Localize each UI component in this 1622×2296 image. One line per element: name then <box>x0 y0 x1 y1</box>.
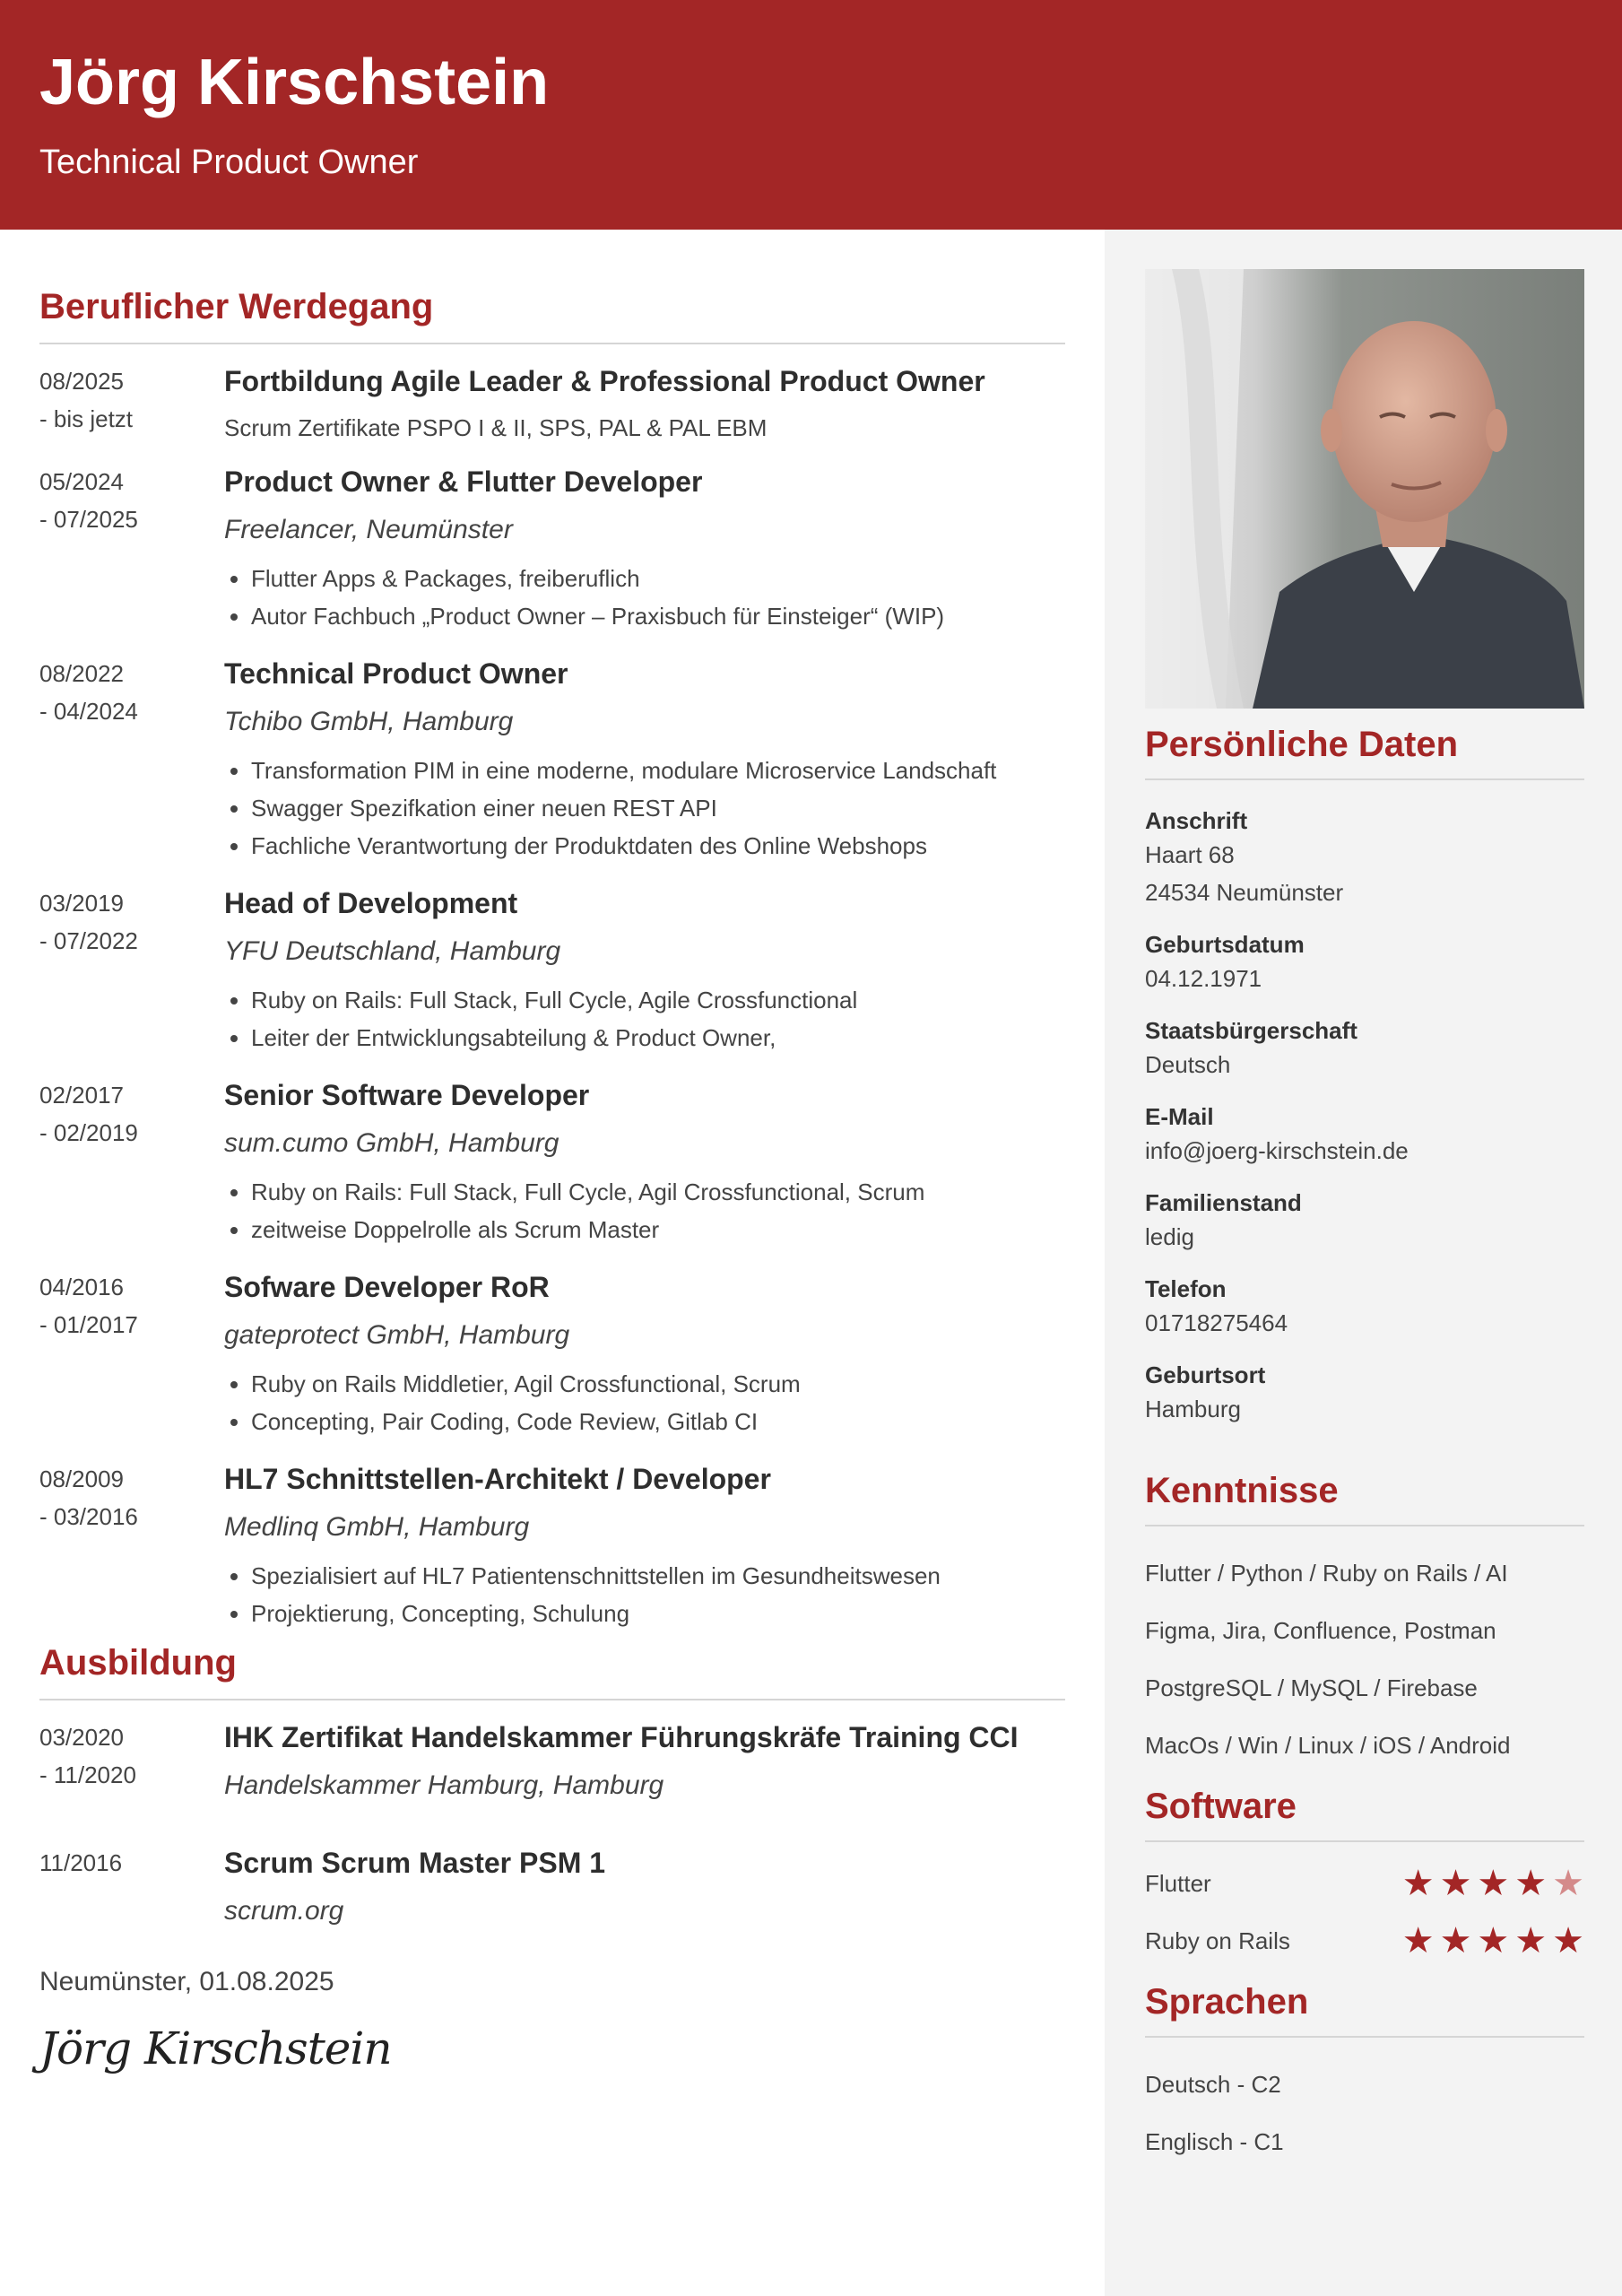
entry-date: 04/2016 - 01/2017 <box>39 1274 138 1338</box>
software-item <box>1145 1912 1584 1970</box>
software-name: Flutter <box>1145 1869 1211 1897</box>
main-column <box>39 230 1065 2075</box>
experience-entry <box>39 655 1065 865</box>
experience-entry <box>39 1268 1065 1440</box>
address-item <box>1145 805 1584 911</box>
entry-date: 08/2022 - 04/2024 <box>39 660 138 725</box>
entry-date: 08/2009 - 03/2016 <box>39 1465 138 1530</box>
entry-bullets <box>224 1173 1065 1248</box>
entry-date: 03/2020 - 11/2020 <box>39 1724 136 1788</box>
experience-entry <box>39 884 1065 1057</box>
entry-date: 02/2017 - 02/2019 <box>39 1082 138 1146</box>
portrait-image <box>1145 269 1584 709</box>
sidebar <box>1105 230 1622 2296</box>
star-icon: ★ <box>1439 1864 1472 1903</box>
bullet-item: • Ruby on Rails: Full Stack, Full Cycle, Agile Crossfunctional <box>251 981 1065 1019</box>
language-item: Englisch - C1 <box>1145 2128 1284 2155</box>
marital-label: Familienstand <box>1145 1189 1302 1216</box>
languages-heading: Sprachen <box>1145 1984 1584 2038</box>
entry-bullets <box>224 752 1065 865</box>
bullet-item: • zeitweise Doppelrolle als Scrum Master <box>251 1211 1065 1248</box>
education-heading: Ausbildung <box>39 1645 1065 1700</box>
software-name: Ruby on Rails <box>1145 1926 1290 1954</box>
birthdate-label: Geburtsdatum <box>1145 931 1305 958</box>
bullet-item: • Flutter Apps & Packages, freiberuflich <box>251 560 1065 597</box>
entry-company: YFU Deutschland, Hamburg <box>224 936 561 966</box>
experience-entry <box>39 463 1065 635</box>
software-rating <box>1402 1866 1584 1901</box>
bullet-item: • Leiter der Entwicklungsabteilung & Product Owner, <box>251 1019 1065 1057</box>
star-icon: ★ <box>1477 1921 1510 1961</box>
marital-item <box>1145 1187 1584 1256</box>
education-entry <box>39 1844 1065 1928</box>
software-heading: Software <box>1145 1788 1584 1842</box>
education-section <box>39 1645 1065 1928</box>
entry-company: Medlinq GmbH, Hamburg <box>224 1512 530 1542</box>
star-icon: ★ <box>1552 1864 1584 1903</box>
star-icon: ★ <box>1514 1921 1548 1961</box>
software-rating <box>1402 1923 1584 1959</box>
education-entry <box>39 1718 1065 1803</box>
entry-institution: Handelskammer Hamburg, Hamburg <box>224 1770 664 1800</box>
place-date: Neumünster, 01.08.2025 <box>39 1967 334 1996</box>
email-item <box>1145 1101 1584 1170</box>
bullet-item: • Spezialisiert auf HL7 Patientenschnittstellen im Gesundheitswesen <box>251 1557 1065 1595</box>
entry-company: Freelancer, Neumünster <box>224 515 513 544</box>
phone-label: Telefon <box>1145 1275 1227 1302</box>
entry-title: Head of Development <box>224 887 518 919</box>
address-street: Haart 68 <box>1145 841 1235 868</box>
entry-title: Product Owner & Flutter Developer <box>224 465 703 498</box>
skills-heading: Kenntnisse <box>1145 1473 1584 1526</box>
entry-title: HL7 Schnittstellen-Architekt / Developer <box>224 1463 771 1495</box>
language-item: Deutsch - C2 <box>1145 2071 1281 2098</box>
email-label: E-Mail <box>1145 1103 1214 1130</box>
signature: Jörg Kirschstein <box>39 2022 392 2074</box>
bullet-item: • Ruby on Rails: Full Stack, Full Cycle, Agil Crossfunctional, Scrum <box>251 1173 1065 1211</box>
entry-title: Scrum Scrum Master PSM 1 <box>224 1847 606 1879</box>
entry-bullets <box>224 981 1065 1057</box>
entry-bullets <box>224 1557 1065 1632</box>
entry-bullets <box>224 1365 1065 1440</box>
software-section <box>1145 1788 1584 1970</box>
star-icon: ★ <box>1401 1921 1435 1961</box>
star-icon: ★ <box>1401 1864 1435 1903</box>
citizenship-item <box>1145 1015 1584 1083</box>
languages-section <box>1145 1984 1584 2170</box>
bullet-item: • Transformation PIM in eine moderne, modulare Microservice Landschaft <box>251 752 1065 789</box>
phone-item <box>1145 1274 1584 1342</box>
entry-date: 05/2024 - 07/2025 <box>39 468 138 533</box>
candidate-name: Jörg Kirschstein <box>39 47 550 118</box>
skill-item: MacOs / Win / Linux / iOS / Android <box>1145 1732 1511 1759</box>
birthplace-label: Geburtsort <box>1145 1361 1266 1388</box>
bullet-item: • Swagger Spezifkation einer neuen REST API <box>251 789 1065 827</box>
entry-date: 11/2016 <box>39 1849 123 1876</box>
entry-title: Senior Software Developer <box>224 1079 590 1111</box>
birthplace-value: Hamburg <box>1145 1396 1241 1422</box>
star-icon: ★ <box>1514 1864 1548 1903</box>
skill-item: Flutter / Python / Ruby on Rails / AI <box>1145 1560 1508 1587</box>
software-item <box>1145 1855 1584 1912</box>
bullet-item: • Projektierung, Concepting, Schulung <box>251 1595 1065 1632</box>
header-banner <box>0 0 1622 230</box>
experience-entry <box>39 1076 1065 1248</box>
citizenship-value: Deutsch <box>1145 1051 1231 1078</box>
skills-section <box>1145 1473 1584 1774</box>
birthdate-item <box>1145 929 1584 997</box>
entry-title: Sofware Developer RoR <box>224 1271 550 1303</box>
citizenship-label: Staatsbürgerschaft <box>1145 1017 1357 1044</box>
personal-data-section <box>1145 726 1584 1428</box>
address-city: 24534 Neumünster <box>1145 879 1344 906</box>
profile-photo <box>1145 269 1584 709</box>
entry-bullets <box>224 560 1065 635</box>
phone-value[interactable]: 01718275464 <box>1145 1309 1288 1336</box>
entry-title: IHK Zertifikat Handelskammer Führungskräfe Training CCI <box>224 1721 1019 1753</box>
star-icon: ★ <box>1477 1864 1510 1903</box>
star-icon: ★ <box>1439 1921 1472 1961</box>
experience-entry <box>39 362 1065 443</box>
entry-description: Scrum Zertifikate PSPO I & II, SPS, PAL & PAL EBM <box>224 414 768 441</box>
bullet-item: • Concepting, Pair Coding, Code Review, Gitlab CI <box>251 1403 1065 1440</box>
skill-item: Figma, Jira, Confluence, Postman <box>1145 1617 1496 1644</box>
bullet-item: • Ruby on Rails Middletier, Agil Crossfunctional, Scrum <box>251 1365 1065 1403</box>
email-value[interactable]: info@joerg-kirschstein.de <box>1145 1137 1409 1164</box>
star-icon: ★ <box>1552 1921 1584 1961</box>
candidate-title: Technical Product Owner <box>39 144 419 181</box>
entry-date: 03/2019 - 07/2022 <box>39 890 138 954</box>
birthplace-item <box>1145 1360 1584 1428</box>
personal-heading: Persönliche Daten <box>1145 726 1584 780</box>
entry-company: sum.cumo GmbH, Hamburg <box>224 1128 559 1158</box>
entry-institution: scrum.org <box>224 1896 344 1926</box>
skill-item: PostgreSQL / MySQL / Firebase <box>1145 1674 1478 1701</box>
birthdate-value: 04.12.1971 <box>1145 965 1262 992</box>
marital-value: ledig <box>1145 1223 1194 1250</box>
entry-title: Fortbildung Agile Leader & Professional Product Owner <box>224 365 985 397</box>
address-label: Anschrift <box>1145 807 1248 834</box>
experience-heading: Beruflicher Werdegang <box>39 289 1065 344</box>
entry-title: Technical Product Owner <box>224 657 568 690</box>
entry-company: Tchibo GmbH, Hamburg <box>224 707 514 736</box>
bullet-item: • Autor Fachbuch „Product Owner – Praxisbuch für Einsteiger“ (WIP) <box>251 597 1065 635</box>
experience-section <box>39 289 1065 1632</box>
experience-entry <box>39 1460 1065 1632</box>
entry-date: 08/2025 - bis jetzt <box>39 368 134 432</box>
entry-company: gateprotect GmbH, Hamburg <box>224 1320 570 1350</box>
bullet-item: • Fachliche Verantwortung der Produktdaten des Online Webshops <box>251 827 1065 865</box>
